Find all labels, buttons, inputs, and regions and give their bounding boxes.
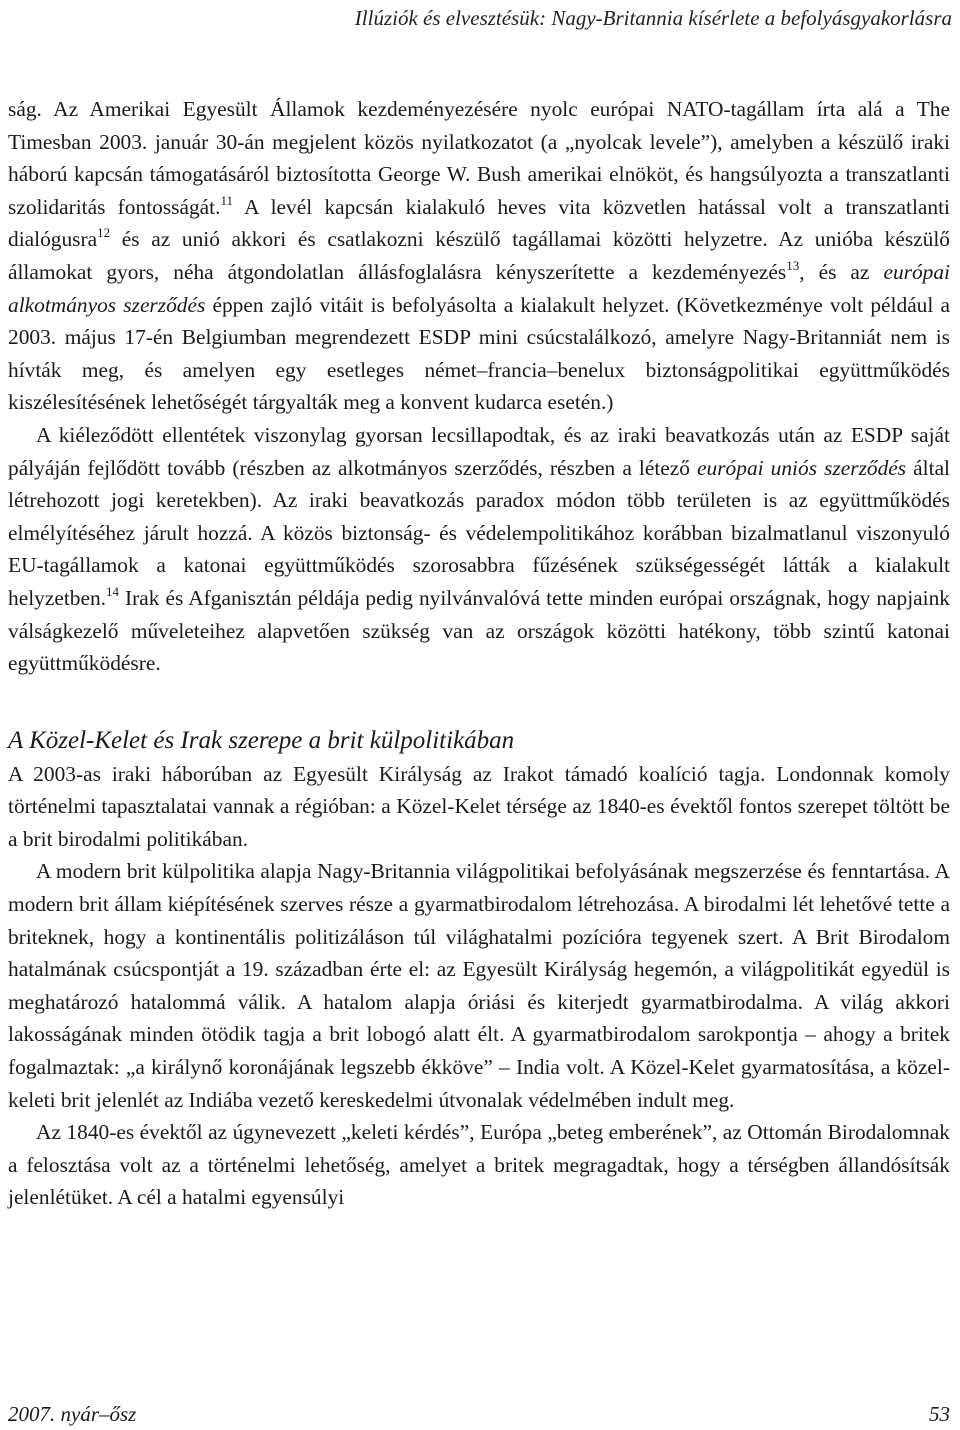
paragraph-4: A modern brit külpolitika alapja Nagy-Britannia világpolitikai befolyásának megszerzése és fenntartása. A modern brit állam kiépítésének szerves része a gyarmatbirodalom létrehozása. A birodalmi lét lehetővé tette a briteknek, hogy a kontinentális politizáláson túl világhatalmi pozícióra tegyenek szert. A Brit Birodalom hatalmának csúcspontját a 19. században érte el: az Egyesült Királyság hegemón, a világpolitikát egyedül is meghatározó hatalommá válik. A hatalom alapja óriási és kiterjedt gyarmatbirodalma. A világ akkori lakosságának minden ötödik tagja a brit lobogó alatt élt. A gyarmatbirodalom sarokpontja – ahogy a britek fogalmaztak: „a királynő koronájának legszebb ékköve” – India volt. A Közel-Kelet gyarmatosítása, a közel-keleti brit jelenlét az Indiába vezető kereskedelmi útvonalak védelmében indult meg. bbox=[8, 859, 950, 1112]
footnote-ref-14[interactable]: 14 bbox=[106, 583, 119, 599]
emphasized-term: európai uniós szerződés bbox=[697, 455, 907, 480]
paragraph-text: A kiéleződött ellentétek viszonylag gyorsan lecsillapodtak, és az iraki beavatkozás után az ESDP saját pályáján fejlődött tovább (részben az alkotmányos szerződés, részben a létező bbox=[8, 422, 950, 480]
article-body bbox=[8, 93, 950, 1214]
paragraph-text: ság. Az Amerikai Egyesült Államok kezdeményezésére nyolc európai NATO-tagállam írta alá a The Timesban 2003. január 30-án megjelent közös nyilatkozatot (a „nyolcak levele”), amelyben a készülő iraki háború kapcsán támogatásáról biztosította George W. Bush amerikai elnököt, és hangsúlyozta a transzatlanti szolidaritás fontosságát. bbox=[8, 97, 950, 219]
section-heading: A Közel-Kelet és Irak szerepe a brit külpolitikában bbox=[8, 726, 515, 754]
paragraph-3: A 2003-as iraki háborúban az Egyesült Királyság az Irakot támadó koalíció tagja. Londonnak komoly történelmi tapasztalatai vannak a régióban: a Közel-Kelet térsége az 1840-es évektől fontos szerepet töltött be a brit birodalmi politikában. bbox=[8, 761, 950, 851]
footnote-ref-11[interactable]: 11 bbox=[220, 192, 233, 208]
paragraph-text: éppen zajló vitáit is befolyásolta a kialakult helyzet. (Következménye volt például a 2003. május 17-én Belgiumban megrendezett ESDP mini csúcstalálkozó, amelyre Nagy-Britanniát nem is hívták meg, és amelyen egy esetleges német–francia–benelux biztonságpolitikai együttműködés kiszélesítésének lehetőségét tárgyalták meg a konvent kudarca esetén.) bbox=[8, 292, 950, 415]
running-header: Illúziók és elvesztésük: Nagy-Britannia kísérlete a befolyásgyakorlásra bbox=[354, 6, 952, 30]
paragraph-2 bbox=[8, 419, 950, 680]
footnote-ref-13[interactable]: 13 bbox=[786, 257, 800, 273]
footnote-ref-12[interactable]: 12 bbox=[97, 225, 111, 241]
paragraph-text: által létrehozott jogi keretekben). Az iraki beavatkozás paradox módon több területen is az együttműködés elmélyítéséhez járult hozzá. A közös biztonság- és védelempolitikához korábban bizalmatlanul viszonyuló EU-tagállamok a katonai együttműködés szorosabbra fűzésének szükségességét látták a kialakult helyzetben. bbox=[8, 455, 951, 610]
paragraph-text: és az unió akkori és csatlakozni készülő tagállamai közötti helyzetre. Az unióba készülő államokat gyors, néha átgondolatlan állásfoglalásra kényszerítette a kezdeményezés bbox=[8, 227, 950, 284]
page-number: 53 bbox=[929, 1402, 950, 1426]
paragraph-text: A levél kapcsán kialakuló heves vita közvetlen hatással volt a transzatlanti dialógusra bbox=[8, 194, 950, 252]
page-footer bbox=[8, 1400, 950, 1428]
paragraph-text: , és az bbox=[799, 259, 884, 284]
emphasized-term: európai alkotmányos szerződés bbox=[8, 259, 950, 317]
paragraph-1 bbox=[8, 93, 950, 419]
paragraph-5: Az 1840-es évektől az úgynevezett „keleti kérdés”, Európa „beteg emberének”, az Ottomán Birodalomnak a felosztása volt az a történelmi lehetőség, amelyet a britek megragadtak, hogy a térségben állandósítsák jelenlétüket. A cél a hatalmi egyensúlyi bbox=[8, 1120, 950, 1210]
paragraph-text: Irak és Afganisztán példája pedig nyilvánvalóvá tette minden európai országnak, hogy napjaink válságkezelő műveleteihez alapvetően szükség van az országok közötti hatékony, több szintű katonai együttműködésre. bbox=[8, 585, 950, 676]
issue-label: 2007. nyár–ősz bbox=[8, 1402, 137, 1426]
